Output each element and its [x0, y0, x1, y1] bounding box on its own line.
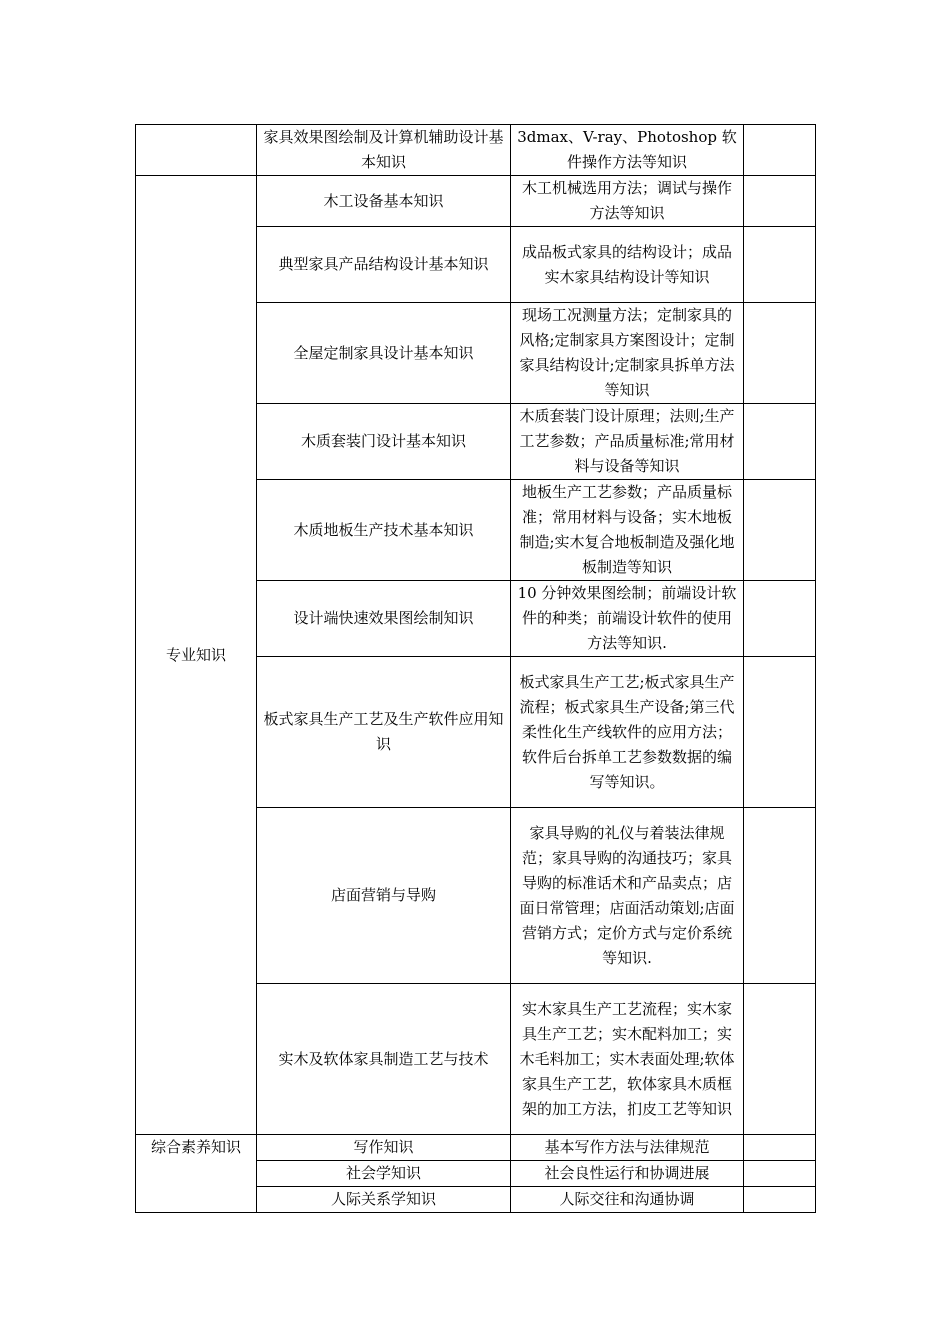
knowledge-item-cell: 全屋定制家具设计基本知识 — [257, 303, 511, 404]
knowledge-content-cell: 成品板式家具的结构设计；成品实木家具结构设计等知识 — [511, 227, 744, 303]
extra-cell — [744, 657, 816, 808]
knowledge-content-cell: 木工机械选用方法；调试与操作方法等知识 — [511, 176, 744, 227]
category-cell — [136, 125, 257, 176]
knowledge-item-cell: 社会学知识 — [257, 1161, 511, 1187]
knowledge-content-cell: 家具导购的礼仪与着装法律规范；家具导购的沟通技巧；家具导购的标准话术和产品卖点；店面日常管理；店面活动策划;店面营销方式；定价方式与定价系统等知识. — [511, 808, 744, 984]
knowledge-item-cell: 木工设备基本知识 — [257, 176, 511, 227]
knowledge-content-cell: 10 分钟效果图绘制；前端设计软件的种类；前端设计软件的使用方法等知识. — [511, 581, 744, 657]
extra-cell — [744, 125, 816, 176]
table-row — [136, 1135, 816, 1161]
knowledge-item-cell: 写作知识 — [257, 1135, 511, 1161]
extra-cell — [744, 1161, 816, 1187]
knowledge-item-cell: 店面营销与导购 — [257, 808, 511, 984]
knowledge-content-cell: 3dmax、V-ray、Photoshop 软件操作方法等知识 — [511, 125, 744, 176]
knowledge-content-cell: 地板生产工艺参数；产品质量标准；常用材料与设备；实木地板制造;实木复合地板制造及强化地板制造等知识 — [511, 480, 744, 581]
table-row — [136, 176, 816, 227]
knowledge-item-cell: 木质套装门设计基本知识 — [257, 404, 511, 480]
knowledge-item-cell: 设计端快速效果图绘制知识 — [257, 581, 511, 657]
extra-cell — [744, 1135, 816, 1161]
extra-cell — [744, 480, 816, 581]
extra-cell — [744, 303, 816, 404]
knowledge-content-cell: 基本写作方法与法律规范 — [511, 1135, 744, 1161]
extra-cell — [744, 808, 816, 984]
extra-cell — [744, 176, 816, 227]
extra-cell — [744, 404, 816, 480]
table-row — [136, 125, 816, 176]
extra-cell — [744, 581, 816, 657]
category-cell-general: 综合素养知识 — [136, 1135, 257, 1213]
knowledge-item-cell: 木质地板生产技术基本知识 — [257, 480, 511, 581]
knowledge-item-cell: 实木及软体家具制造工艺与技术 — [257, 984, 511, 1135]
knowledge-content-cell: 社会良性运行和协调进展 — [511, 1161, 744, 1187]
knowledge-item-cell: 板式家具生产工艺及生产软件应用知识 — [257, 657, 511, 808]
extra-cell — [744, 984, 816, 1135]
knowledge-content-cell: 木质套装门设计原理；法则;生产工艺参数；产品质量标准;常用材料与设备等知识 — [511, 404, 744, 480]
knowledge-table — [135, 124, 816, 1213]
category-cell-professional: 专业知识 — [136, 176, 257, 1135]
knowledge-item-cell: 典型家具产品结构设计基本知识 — [257, 227, 511, 303]
knowledge-content-cell: 实木家具生产工艺流程；实木家具生产工艺；实木配料加工；实木毛料加工；实木表面处理;软体家具生产工艺，软体家具木质框架的加工方法，扪皮工艺等知识 — [511, 984, 744, 1135]
knowledge-item-cell: 家具效果图绘制及计算机辅助设计基本知识 — [257, 125, 511, 176]
knowledge-content-cell: 板式家具生产工艺;板式家具生产流程；板式家具生产设备;第三代柔性化生产线软件的应用方法；软件后台拆单工艺参数数据的编写等知识。 — [511, 657, 744, 808]
extra-cell — [744, 1187, 816, 1213]
extra-cell — [744, 227, 816, 303]
knowledge-item-cell: 人际关系学知识 — [257, 1187, 511, 1213]
knowledge-content-cell: 现场工况测量方法；定制家具的风格;定制家具方案图设计；定制家具结构设计;定制家具拆单方法等知识 — [511, 303, 744, 404]
knowledge-content-cell: 人际交往和沟通协调 — [511, 1187, 744, 1213]
